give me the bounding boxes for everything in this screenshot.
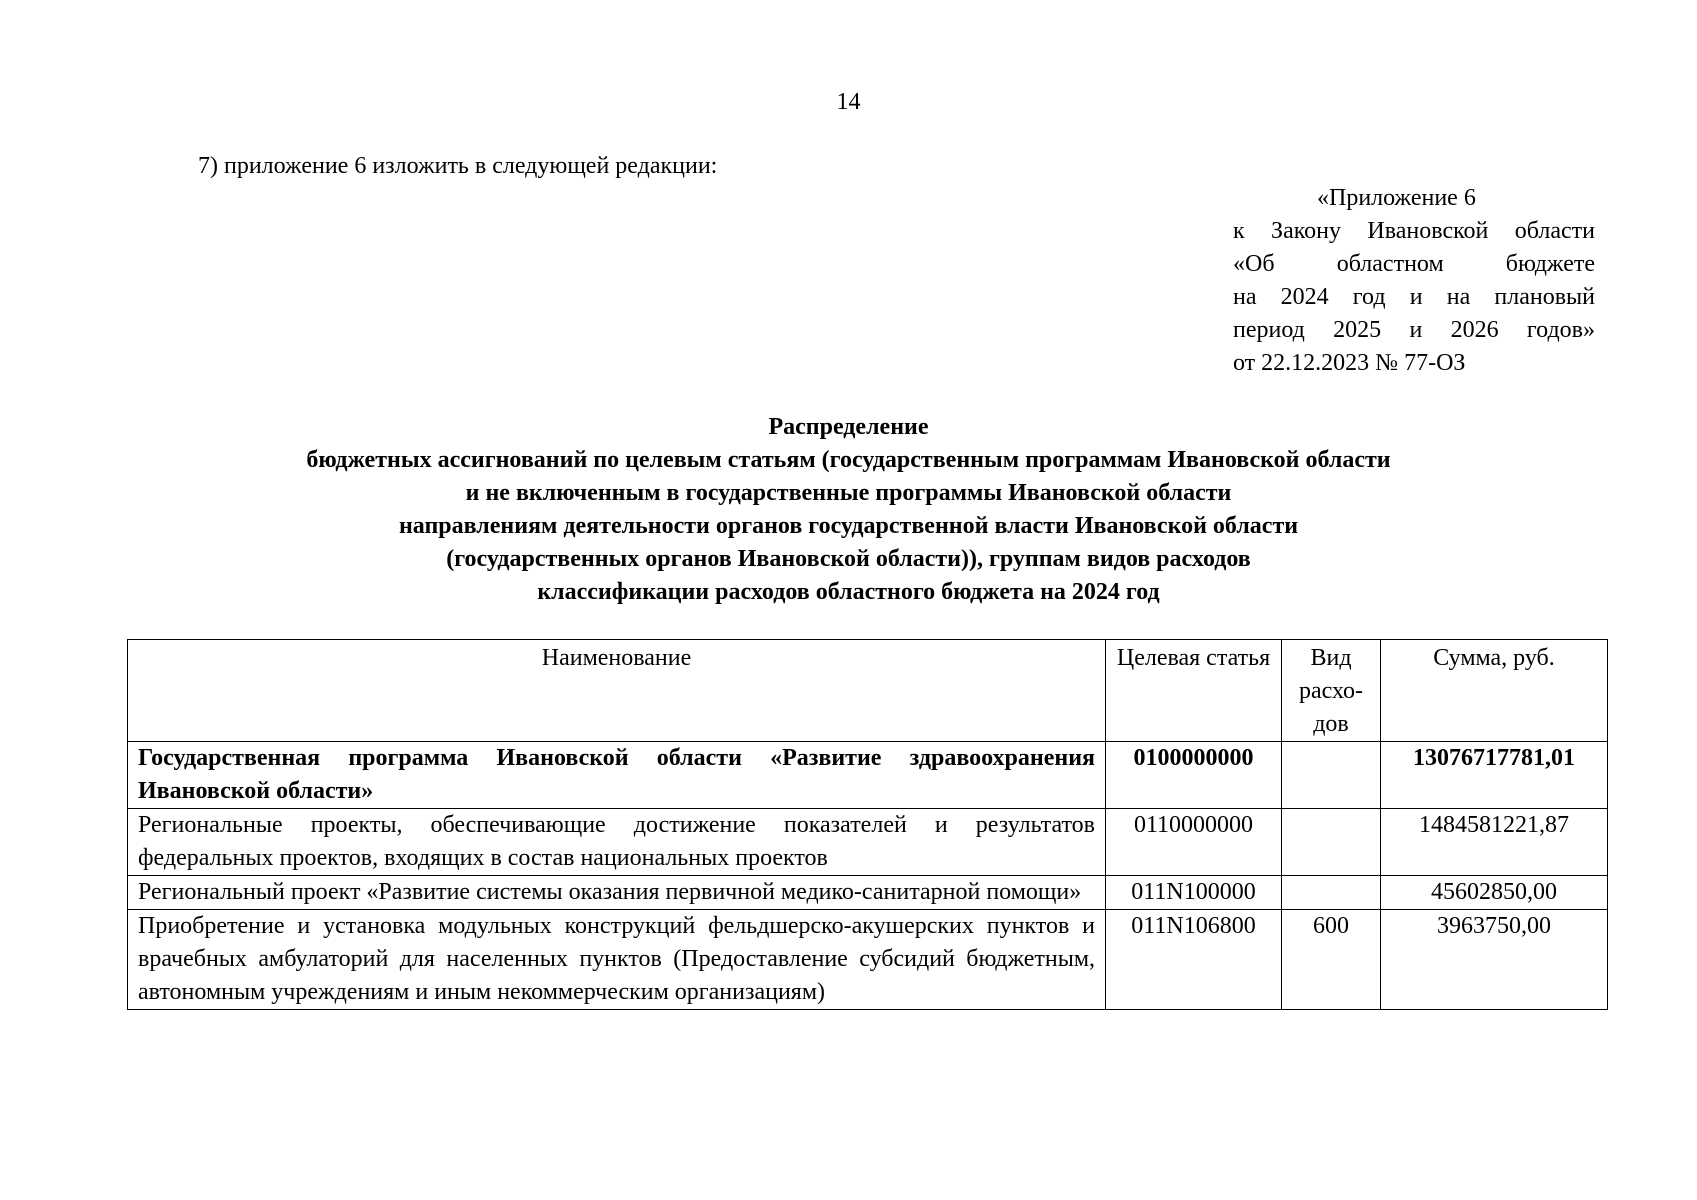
row-name: Региональный проект «Развитие системы оказания первичной медико-санитарной помощи» [128, 876, 1106, 910]
header-expense-type: Вид расхо-дов [1282, 640, 1381, 742]
heading-line: классификации расходов областного бюджета на 2024 год [537, 579, 1160, 605]
row-target-article: 011N106800 [1106, 910, 1282, 1010]
table-row [128, 742, 1608, 809]
header-name: Наименование [128, 640, 1106, 742]
row-sum: 3963750,00 [1381, 910, 1608, 1010]
row-expense-type [1282, 809, 1381, 876]
document-heading [0, 411, 1697, 609]
row-sum: 13076717781,01 [1381, 742, 1608, 809]
appendix-reference [1233, 182, 1595, 380]
appendix-line: «Приложение 6 [1317, 185, 1476, 211]
table-row [128, 809, 1608, 876]
budget-table [127, 639, 1608, 1010]
header-target-article: Целевая статья [1106, 640, 1282, 742]
row-sum: 1484581221,87 [1381, 809, 1608, 876]
row-target-article: 0100000000 [1106, 742, 1282, 809]
row-name: Региональные проекты, обеспечивающие достижение показателей и результатов федеральных проектов, входящих в состав национальных проектов [128, 809, 1106, 876]
appendix-line: к Закону Ивановской области [1233, 218, 1595, 244]
row-target-article: 011N100000 [1106, 876, 1282, 910]
table-row [128, 910, 1608, 1010]
row-sum: 45602850,00 [1381, 876, 1608, 910]
row-expense-type [1282, 742, 1381, 809]
heading-line: (государственных органов Ивановской области)), группам видов расходов [446, 546, 1251, 572]
page-number: 14 [836, 89, 861, 115]
appendix-line: на 2024 год и на плановый [1233, 284, 1595, 310]
row-expense-type [1282, 876, 1381, 910]
heading-line: бюджетных ассигнований по целевым статьям (государственным программам Ивановской области [306, 447, 1391, 473]
row-expense-type: 600 [1282, 910, 1381, 1010]
row-name: Приобретение и установка модульных конструкций фельдшерско-акушерских пунктов и врачебных амбулаторий для населенных пунктов (Предоставление субсидий бюджетным, автономным учреждениям и иным некоммерческим организациям) [128, 910, 1106, 1010]
table-header-row [128, 640, 1608, 742]
heading-line: и не включенным в государственные программы Ивановской области [465, 480, 1232, 506]
row-target-article: 0110000000 [1106, 809, 1282, 876]
heading-line: Распределение [768, 414, 929, 440]
header-sum: Сумма, руб. [1381, 640, 1608, 742]
heading-line: направлениям деятельности органов государственной власти Ивановской области [398, 513, 1299, 539]
appendix-line: от 22.12.2023 № 77-ОЗ [1233, 350, 1466, 376]
appendix-line: период 2025 и 2026 годов» [1233, 317, 1595, 343]
table-row [128, 876, 1608, 910]
appendix-line: «Об областном бюджете [1233, 251, 1595, 277]
row-name: Государственная программа Ивановской области «Развитие здравоохранения Ивановской области» [128, 742, 1106, 809]
intro-paragraph: 7) приложение 6 изложить в следующей редакции: [198, 153, 718, 179]
